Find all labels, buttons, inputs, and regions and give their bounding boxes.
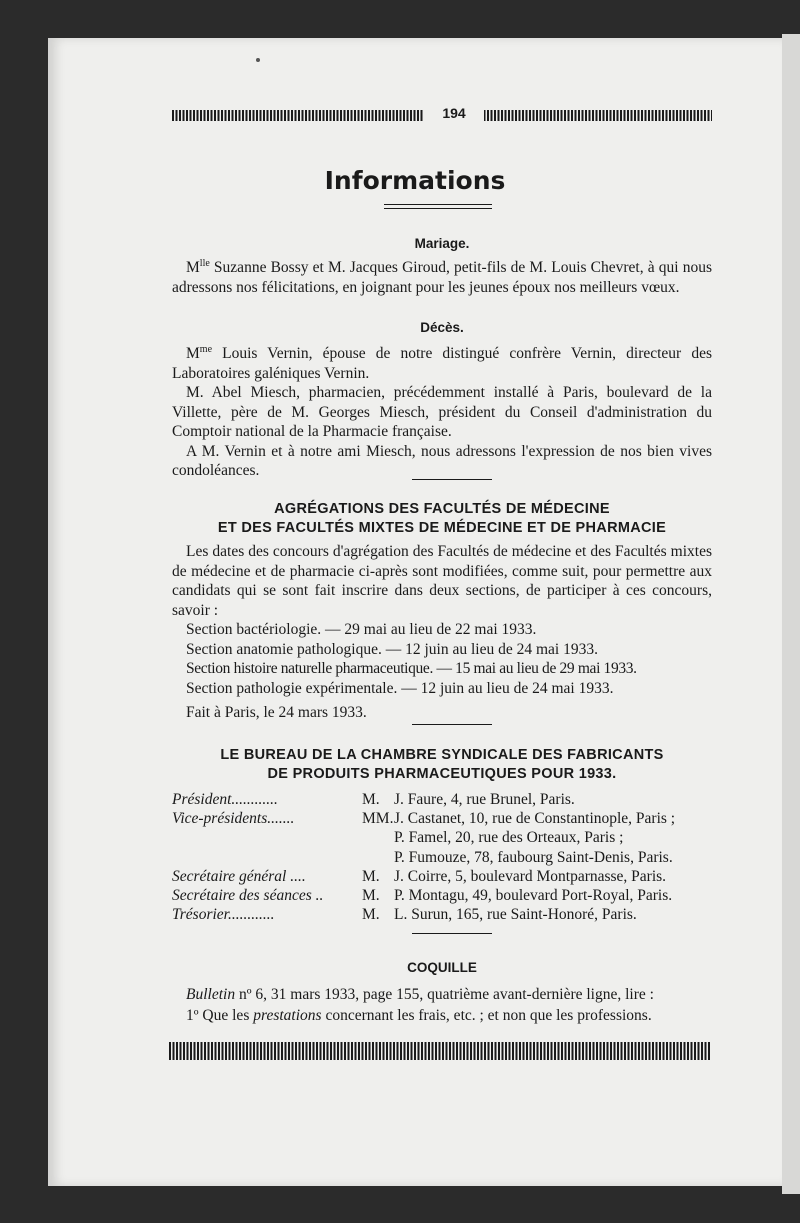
coquille-heading: COQUILLE: [407, 960, 477, 975]
mariage-text-sup: lle: [199, 257, 210, 269]
bureau-prefix: M.: [362, 887, 380, 905]
bureau-prefix: M.: [362, 906, 380, 924]
agregations-heading: [172, 500, 712, 538]
agregations-closing: Fait à Paris, le 24 mars 1933.: [186, 704, 367, 721]
deces-p2: M. Abel Miesch, pharmacien, précédemment installé à Paris, boulevard de la Villette, père de M. Georges Miesch, président du Conseil d'administration du Comptoir national de la Pharmacie française.: [172, 384, 712, 440]
bureau-role: Secrétaire général ....: [172, 867, 306, 885]
bureau-role: Vice-présidents.......: [172, 810, 295, 828]
coquille-prestations: prestations: [253, 1007, 322, 1024]
bureau-role: [172, 828, 362, 847]
bureau-row: [172, 828, 712, 847]
bureau-row: [172, 905, 712, 924]
ink-speck: [256, 58, 260, 62]
coquille-line2-pre: 1º Que les: [186, 1007, 254, 1024]
bureau-value: P. Famel, 20, rue des Orteaux, Paris ;: [394, 829, 624, 847]
bureau-value: J. Faure, 4, rue Brunel, Paris.: [394, 791, 575, 808]
coquille-bulletin: Bulletin: [186, 986, 236, 1003]
bureau-row: [172, 886, 712, 905]
deces-p1-sup: me: [199, 343, 213, 355]
bureau-heading-line1: LE BUREAU DE LA CHAMBRE SYNDICALE DES FABRICANTS: [220, 747, 664, 763]
title-rule: [384, 204, 492, 205]
footer-rule: [169, 1042, 711, 1060]
bureau-value: P. Fumouze, 78, faubourg Saint-Denis, Paris.: [394, 848, 673, 866]
deces-paragraphs: [172, 344, 712, 481]
deces-p1-pre: M: [186, 345, 200, 362]
bureau-prefix: [362, 848, 394, 867]
mariage-text-post: Suzanne Bossy et M. Jacques Giroud, petit-fils de M. Louis Chevret, à qui nous adressons nos félicitations, en joignant pour les jeunes époux nos meilleurs vœux.: [172, 259, 712, 296]
page-title: Informations: [324, 166, 506, 195]
agregations-heading-line2: ET DES FACULTÉS MIXTES DE MÉDECINE ET DE PHARMACIE: [217, 520, 667, 536]
section-separator: [412, 933, 492, 934]
bureau-value: J. Castanet, 10, rue de Constantinople, Paris ;: [394, 810, 676, 828]
agregations-body: [172, 542, 712, 723]
coquille-body: [172, 984, 712, 1026]
mariage-text-pre: M: [186, 259, 200, 276]
bureau-value: J. Coirre, 5, boulevard Montparnasse, Paris.: [394, 867, 667, 885]
title-rule: [384, 208, 492, 209]
agregations-item: Section bactériologie. — 29 mai au lieu de 22 mai 1933.: [186, 621, 537, 638]
deces-heading: Décès.: [420, 320, 464, 335]
coquille-line2-post: concernant les frais, etc. ; et non que les professions.: [321, 1007, 652, 1024]
bureau-row: [172, 790, 712, 809]
mariage-paragraph: [172, 258, 712, 297]
page-edge: [782, 34, 800, 1194]
agregations-item: Section histoire naturelle pharmaceutique. — 15 mai au lieu de 29 mai 1933.: [186, 660, 637, 677]
bureau-prefix: M.: [362, 867, 380, 885]
agregations-intro: Les dates des concours d'agrégation des Facultés de médecine et des Facultés mixtes de médecine et de pharmacie ci-après sont modifiées, comme suit, pour permettre aux candidats qui se sont fait inscrire dans deux sections, de participer à ces concours, savoir :: [172, 543, 712, 619]
section-separator: [412, 479, 492, 480]
bureau-value: P. Montagu, 49, boulevard Port-Royal, Paris.: [394, 887, 673, 905]
bureau-role: [172, 848, 362, 867]
bureau-role: Secrétaire des séances ..: [172, 887, 324, 905]
deces-p3: A M. Vernin et à notre ami Miesch, nous adressons l'expression de nos bien vives condoléances.: [172, 442, 712, 479]
agregations-item: Section anatomie pathologique. — 12 juin au lieu de 24 mai 1933.: [186, 640, 598, 658]
mariage-heading: Mariage.: [414, 236, 470, 251]
section-separator: [412, 724, 492, 725]
bureau-prefix: MM.: [362, 810, 394, 828]
coquille-line1: nº 6, 31 mars 1933, page 155, quatrième avant-dernière ligne, lire :: [235, 986, 654, 1003]
bureau-row: [172, 809, 712, 828]
bureau-role: Trésorier............: [172, 906, 275, 924]
bureau-prefix: [362, 828, 394, 847]
agregations-item: Section pathologie expérimentale. — 12 juin au lieu de 24 mai 1933.: [186, 679, 614, 697]
bureau-value: L. Surun, 165, rue Saint-Honoré, Paris.: [394, 906, 637, 924]
bureau-row: [172, 867, 712, 886]
bureau-heading: [172, 746, 712, 784]
bureau-row: [172, 848, 712, 867]
bureau-prefix: M.: [362, 791, 380, 808]
deces-p1-post: Louis Vernin, épouse de notre distingué confrère Vernin, directeur des Laboratoires galéniques Vernin.: [172, 345, 712, 382]
agregations-heading-line1: AGRÉGATIONS DES FACULTÉS DE MÉDECINE: [274, 501, 610, 517]
page-number: 194: [424, 105, 484, 121]
header-rule-right: [466, 110, 712, 121]
bureau-role: Président............: [172, 791, 278, 808]
bureau-heading-line2: DE PRODUITS PHARMACEUTIQUES POUR 1933.: [267, 766, 617, 782]
bureau-list: [172, 790, 712, 924]
document-page: [48, 38, 782, 1186]
